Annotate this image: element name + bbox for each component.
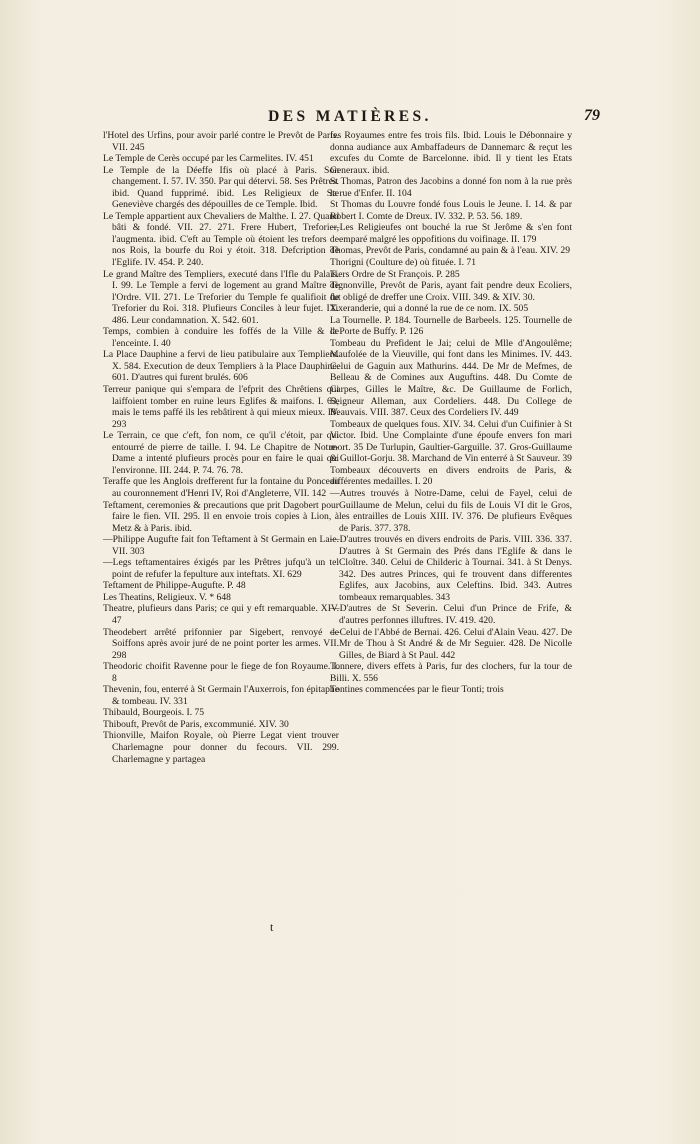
index-entry: Teftament de Philippe-Augufte. P. 48 (103, 580, 246, 592)
index-entry: —D'autres de St Severin. Celui d'un Prince de Frife, & d'autres perfonnes illuftres. IV. 419. 420. (330, 603, 572, 626)
index-entry: Theodoric choifit Ravenne pour le fiege de fon Royaume. I. 8 (103, 661, 339, 684)
index-entry: Tombeaux découverts en divers endroits de Paris, & différentes medailles. I. 20 (330, 464, 572, 488)
index-entry: Teftament, ceremonies & precautions que prit Dagobert pour faire le fien. VII. 295. Il en envoie trois copies à Lion, à Metz & à Paris. ibid. (103, 499, 339, 534)
index-column-right (330, 130, 572, 696)
index-entry: Le grand Maître des Templiers, executé dans l'Ifle du Palais. I. 99. Le Temple a fervi de logement au grand Maître de l'Ordre. VII. 271. Le Treforier du Temple fe qualifioit de Treforier du Roi. 318. Plufieurs Conciles à leur fujet. IX. 486. Leur condamnation. X. 542. 601. (103, 268, 339, 326)
index-entry: Teraffe que les Anglois drefferent fur la fontaine du Ponceau au couronnement d'Henri IV, Roi d'Angleterre, VII. 142 (103, 476, 339, 499)
index-entry: Thibauld, Bourgeois. I. 75 (103, 707, 205, 719)
index-entry: Tonnere, divers effets à Paris, fur des clochers, fur la tour de Billi. X. 556 (330, 661, 572, 684)
index-entry: Theatre, plufieurs dans Paris; ce qui y eft remarquable. XIV. 47 (103, 603, 339, 626)
index-entry: La Place Dauphine a fervi de lieu patibulaire aux Templiers. X. 584. Execution de deux Templiers à la Place Dauphine. 601. D'autres qui furent brulés. 606 (103, 349, 339, 384)
index-entry: Le Terrain, ce que c'eft, fon nom, ce qu'il c'étoit, par qui entourré de pierre de taille. I. 94. Le Chapitre de Notre-Dame a intenté plufieurs procès pour en faire le quai qui l'environne. III. 244. P. 74. 76. 78. (103, 430, 339, 476)
index-entry: Le Temple de la Déeffe Ifis où placé à Paris. Son changement. I. 57. IV. 350. Par qui détervi. 58. Ses Prêtres. ibid. Quand fupprimé. ibid. Les Religieux de Ste Geneviève chargés des dépouilles de ce Temple. Ibid. (103, 164, 339, 211)
index-entry: Thionville, Maifon Royale, où Pierre Legat vient trouver Charlemagne pour donner du fecours. VII. 299. Charlemagne y partagea (103, 730, 339, 765)
index-entry: Thorigni (Coulture de) où fituée. I. 71 (330, 257, 477, 269)
index-entry: Theodebert arrêté prifonnier par Sigebert, renvoyé de Soiffons après avoir juré de ne point porter les armes. VII. 298 (103, 626, 339, 661)
index-entry: Les Theatins, Religieux. V. * 648 (103, 591, 231, 603)
index-entry: La Tournelle. P. 184. Tournelle de Barbeels. 125. Tournelle de la Porte de Buffy. P. 126 (330, 314, 572, 338)
index-entry: Tignonville, Prevôt de Paris, ayant fait pendre deux Ecoliers, fut obligé de dreffer une Croix. VIII. 349. & XIV. 30. (330, 280, 572, 303)
index-entry: —Legs teftamentaires éxigés par les Prêtres jufqu'à un tel point de refufer la fepulture aux inteftats. XI. 629 (103, 557, 339, 580)
index-entry: Tixeranderie, qui a donné la rue de ce nom. IX. 505 (330, 303, 529, 315)
page-number: 79 (584, 107, 600, 124)
index-entry: l'Hotel des Urfins, pour avoir parlé contre le Prevôt de Paris. VII. 245 (103, 130, 339, 153)
index-entry: —Autres trouvés à Notre-Dame, celui de Fayel, celui de Guillaume de Melun, celui du fils de Louis VI dit le Gros, les entrailles de Louis XIII. IV. 376. De plufieurs Evêques de Paris. 377. 378. (330, 487, 572, 534)
index-entry: Thomas, Prevôt de Paris, condamné au pain & à l'eau. XIV. 29 (330, 245, 571, 257)
index-entry: —Les Religieufes ont bouché la rue St Jerôme & s'en font emparé malgré les oppofitions du voifinage. II. 179 (330, 222, 572, 245)
index-column-left (103, 130, 339, 765)
index-entry: fes Royaumes entre fes trois fils. Ibid. Louis le Débonnaire y donna audiance aux Ambaffadeurs de Dannemarc & reçut les excufes du Comte de Barcelonne. ibid. Il y tient les Etats Generaux. ibid. (330, 130, 572, 176)
index-entry: Tontines commencées par le fieur Tonti; trois (330, 684, 504, 696)
index-entry: Le Temple de Cerès occupé par les Carmelites. IV. 451 (103, 153, 314, 165)
index-entry: —D'autres trouvés en divers endroits de Paris. VIII. 336. 337. D'autres à St Germain des Prés dans l'Eglife & dans le Cloître. 340. Celui de Childeric à Tournai. 341. à St Denys. 342. Des autres Princes, qui fe trouvent dans differentes Eglifes, aux Jacobins, aux Celeftins. Ibid. 343. Autres tombeaux remarquables. 343 (330, 534, 572, 603)
index-entry: Tombeau du Prefident le Jai; celui de Mlle d'Angoulême; Maufolée de la Vieuville, qui font dans les Minimes. IV. 443. Celui de Gaguin aux Mathurins. 444. De Mr de Mefmes, de Belleau & de Comines aux Auguftins. 448. Du Comte de Carpes, Gilles le Maître, &c. De Guillaume de Forlich, Seigneur Alleman, aux Cordeliers. 448. Du College de Beauvais. VIII. 387. Ceux des Cordeliers IV. 449 (330, 337, 572, 419)
index-entry: Thibouft, Prevôt de Paris, excommunié. XIV. 30 (103, 718, 289, 730)
index-entry: —Celui de l'Abbé de Bernai. 426. Celui d'Alain Veau. 427. De Mr de Thou à St André & de Mr Seguier. 428. De Nicolle Gilles, de Biard à St Paul. 442 (330, 626, 572, 661)
index-entry: Le Temple appartient aux Chevaliers de Malthe. I. 27. Quand bâti & fondé. VII. 27. 271. Frere Hubert, Treforier, l'augmenta. ibid. C'eft au Temple où étoient les trefors de nos Rois, la bourfe du Roi y étoit. 318. Defcription de l'Eglife. IV. 454. P. 240. (103, 210, 339, 269)
index-entry: Thevenin, fou, enterré à St Germain l'Auxerrois, fon épitaphe & tombeau. IV. 331 (103, 684, 339, 707)
footer-mark: t (270, 920, 274, 934)
index-entry: —Philippe Augufte fait fon Teftament à St Germain en Laie. VII. 303 (103, 534, 339, 557)
page-title: DES MATIÈRES. (268, 108, 432, 125)
index-entry: Tombeaux de quelques fous. XIV. 34. Celui d'un Cuifinier à St Victor. Ibid. Une Complainte d'une époufe envers fon mari mort. 35 De Turlupin, Gaultier-Garguille. 37. Gros-Guillaume & Guillot-Gorju. 38. Marchand de Vin enterré à St Sauveur. 39 (330, 418, 572, 465)
index-entry: Temps, combien à conduire les foffés de la Ville & de l'enceinte. I. 40 (103, 326, 339, 349)
page-header (100, 108, 600, 130)
index-entry: St Thomas, Patron des Jacobins a donné fon nom à la rue près la rue d'Enfer. II. 104 (330, 176, 572, 199)
index-entry: Tiers Ordre de St François. P. 285 (330, 268, 460, 280)
index-entry: Terreur panique qui s'empara de l'efprit des Chrêtiens qui laiffoient tomber en ruine leurs Eglifes & maifons. I. 63, mais le tems paffé ils les rebâtirent à qui mieux mieux. IV. 293 (103, 384, 339, 430)
index-entry: St Thomas du Louvre fondé fous Louis le Jeune. I. 14. & par Robert I. Comte de Dreux. IV. 332. P. 53. 56. 189. (330, 199, 572, 222)
